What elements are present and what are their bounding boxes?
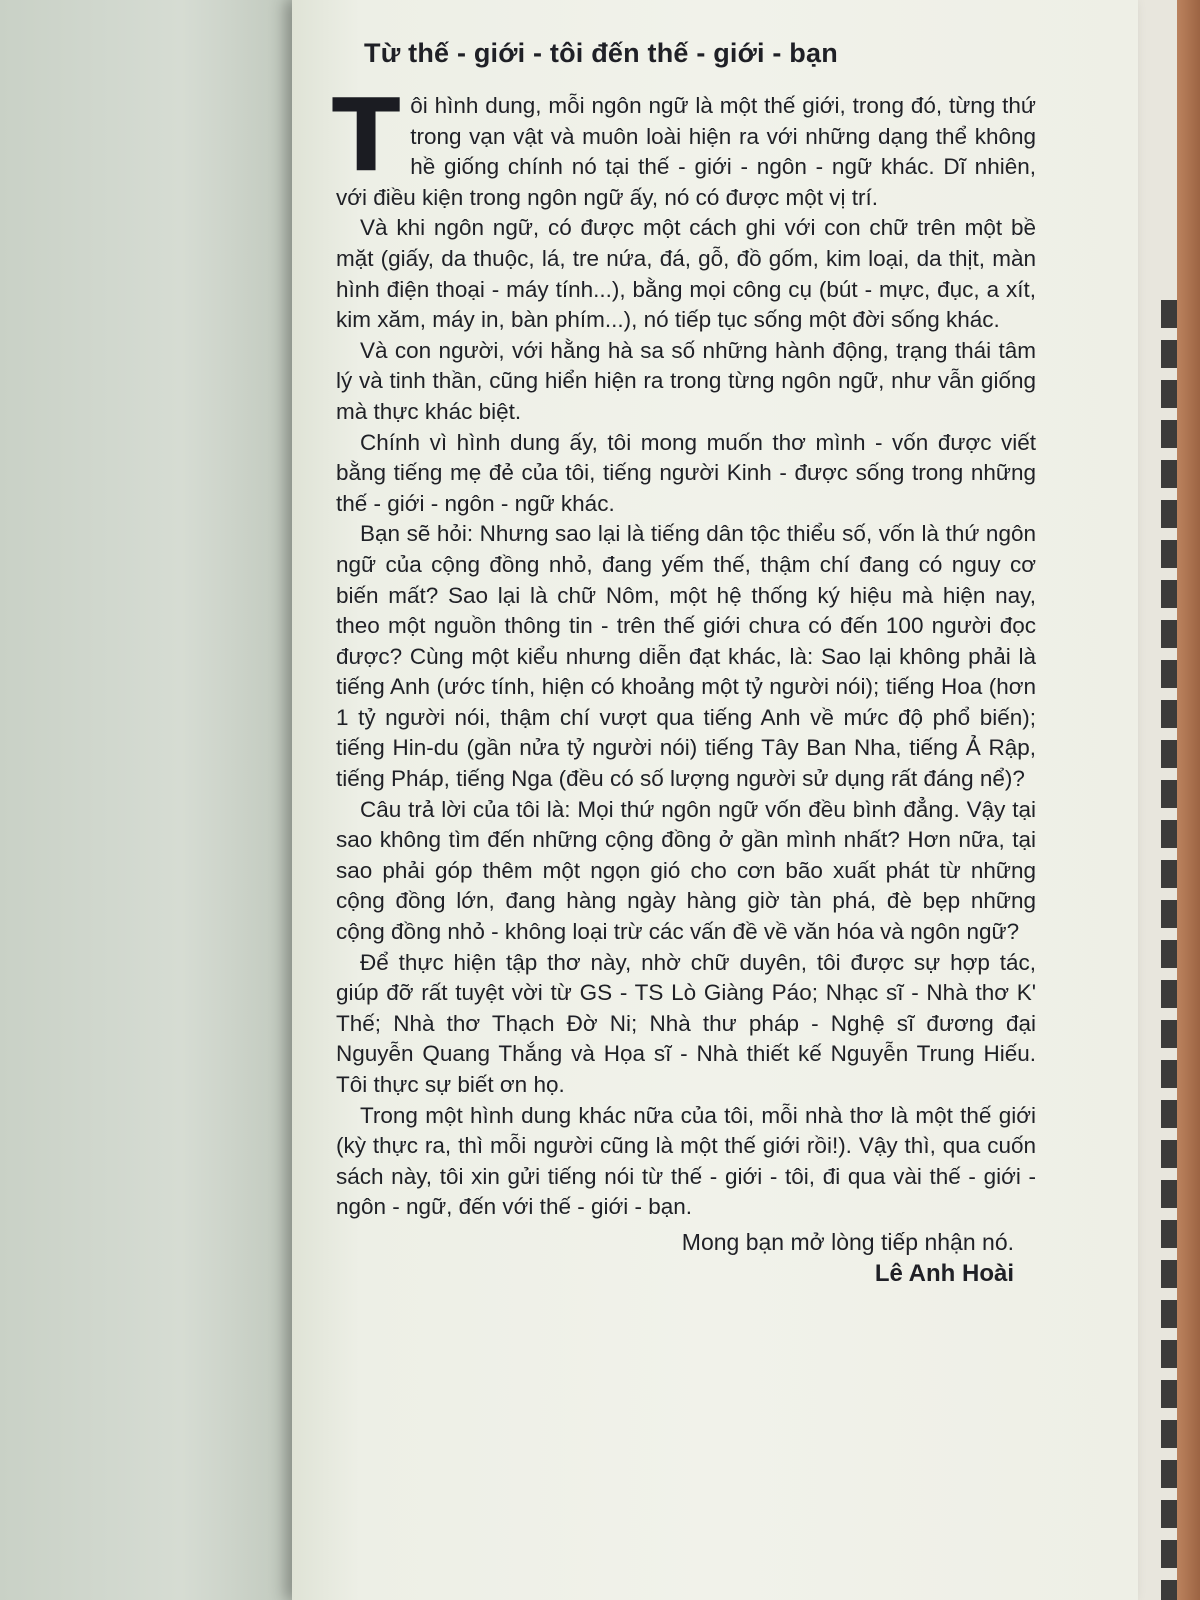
paragraph-6: Câu trả lời của tôi là: Mọi thứ ngôn ngữ vốn đều bình đẳng. Vậy tại sao không tìm đến những cộng đồng ở gần mình nhất? Hơn nữa, tại sao phải góp thêm một ngọn gió cho cơn bão xuất phát từ những cộng đồng lớn, đang hàng ngày hàng giờ tàn phá, đè bẹp những cộng đồng nhỏ - không loại trừ các vấn đề về văn hóa và ngôn ngữ? <box>336 796 1036 945</box>
paragraph-8: Trong một hình dung khác nữa của tôi, mỗi nhà thơ là một thế giới (kỳ thực ra, thì mỗi người cũng là một thế giới rồi!). Vậy thì, qua cuốn sách này, tôi xin gửi tiếng nói từ thế - giới - tôi, đi qua vài thế - giới - ngôn - ngữ, đến với thế - giới - bạn. <box>336 1102 1036 1220</box>
paragraph-2: Và khi ngôn ngữ, có được một cách ghi với con chữ trên một bề mặt (giấy, da thuộc, lá, tre nứa, đá, gỗ, đồ gốm, kim loại, da thịt, màn hình điện thoại - máy tính...), bằng mọi công cụ (bút - mực, đục, a xít, kim xăm, máy in, bàn phím...), nó tiếp tục sống một đời sống khác. <box>336 215 1036 333</box>
cover-pattern <box>1161 300 1177 1600</box>
paragraph-5: Bạn sẽ hỏi: Nhưng sao lại là tiếng dân tộc thiểu số, vốn là thứ ngôn ngữ của cộng đồng nhỏ, đang yếm thế, thậm chí đang có nguy cơ biến mất? Sao lại là chữ Nôm, một hệ thống ký hiệu mà hiện nay, theo một nguồn thông tin - trên thế giới chưa có đến 100 người đọc được? Cùng một kiểu nhưng diễn đạt khác, là: Sao lại không phải là tiếng Anh (ước tính, hiện có khoảng một tỷ người nói); tiếng Hoa (hơn 1 tỷ người nói, thậm chí vượt qua tiếng Anh về mức độ phổ biến); tiếng Hin-du (gần nửa tỷ người nói) tiếng Tây Ban Nha, tiếng Ả Rập, tiếng Pháp, tiếng Nga (đều có số lượng người sử dụng rất đáng nể)? <box>336 521 1036 792</box>
book-page <box>292 0 1138 1600</box>
preface-body <box>332 77 1036 1223</box>
page-title: Từ thế - giới - tôi đến thế - giới - bạn <box>364 38 838 68</box>
author-signature: Lê Anh Hoài <box>874 1259 1014 1287</box>
drop-cap: T <box>332 77 401 194</box>
paragraph-1 <box>332 77 1036 213</box>
paragraph-3: Và con người, với hằng hà sa số những hành động, trạng thái tâm lý và tinh thần, cũng hiển hiện ra trong từng ngôn ngữ, như vẫn giống mà thực khác biệt. <box>336 337 1036 424</box>
closing-line: Mong bạn mở lòng tiếp nhận nó. <box>681 1228 1014 1255</box>
paragraph-7: Để thực hiện tập thơ này, nhờ chữ duyên, tôi được sự hợp tác, giúp đỡ rất tuyệt vời từ GS - TS Lò Giàng Páo; Nhạc sĩ - Nhà thơ K' Thế; Nhà thơ Thạch Đờ Ni; Nhà thư pháp - Nghệ sĩ đương đại Nguyễn Quang Thắng và Họa sĩ - Nhà thiết kế Nguyễn Trung Hiếu. Tôi thực sự biết ơn họ. <box>336 949 1036 1097</box>
paragraph-4: Chính vì hình dung ấy, tôi mong muốn thơ mình - vốn được viết bằng tiếng mẹ đẻ của tôi, tiếng người Kinh - được sống trong những thế - giới - ngôn - ngữ khác. <box>336 429 1036 516</box>
paragraph-text: ôi hình dung, mỗi ngôn ngữ là một thế giới, trong đó, từng thứ trong vạn vật và muôn loài hiện ra với những dạng thể không hề giống chính nó tại thế - giới - ngôn - ngữ khác. Dĩ nhiên, với điều kiện trong ngôn ngữ ấy, nó có được một vị trí. <box>336 93 1036 210</box>
preface-text-block <box>332 38 1036 1288</box>
facing-page <box>0 0 330 1600</box>
